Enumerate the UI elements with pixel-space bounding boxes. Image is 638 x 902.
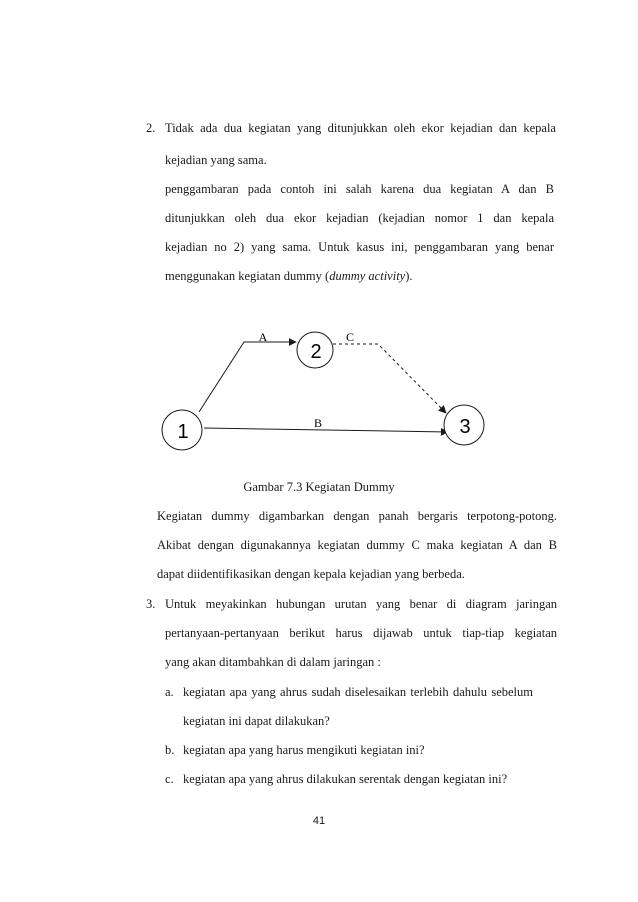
node-3-label: 3 bbox=[459, 416, 471, 438]
edge-a-arrow bbox=[199, 342, 296, 412]
page-number: 41 bbox=[312, 815, 326, 827]
item-2-line-6-italic: dummy activity bbox=[329, 269, 406, 283]
node-1-label: 1 bbox=[177, 421, 189, 443]
edge-c-dummy-arrow bbox=[333, 344, 446, 413]
explanation-line-3: dapat diidentifikasikan dengan kepala kejadian yang berbeda. bbox=[157, 567, 465, 581]
node-2-label: 2 bbox=[310, 341, 322, 363]
sub-item-c-line-1: kegiatan apa yang ahrus dilakukan serentak dengan kegiatan ini? bbox=[183, 772, 508, 786]
sub-item-a-line-2: kegiatan ini dapat dilakukan? bbox=[183, 714, 330, 728]
explanation-line-2: Akibat dengan digunakannya kegiatan dummy C maka kegiatan A dan B bbox=[157, 538, 557, 552]
item-3-number: 3. bbox=[146, 597, 156, 611]
sub-item-a-label: a. bbox=[165, 685, 174, 699]
item-2-line-5: kejadian no 2) yang sama. Untuk kasus ini, penggambaran yang benar bbox=[165, 240, 554, 254]
sub-item-c-label: c. bbox=[165, 772, 174, 786]
figure-caption: Gambar 7.3 Kegiatan Dummy bbox=[243, 480, 395, 494]
item-3-line-3: yang akan ditambahkan di dalam jaringan : bbox=[165, 655, 381, 669]
sub-item-b-label: b. bbox=[165, 743, 175, 757]
item-2-line-4: ditunjukkan oleh dua ekor kejadian (kejadian nomor 1 dan kepala bbox=[165, 211, 554, 225]
item-2-number: 2. bbox=[146, 121, 156, 135]
item-2-line-6-suffix: ). bbox=[405, 269, 413, 283]
sub-item-b-line-1: kegiatan apa yang harus mengikuti kegiatan ini? bbox=[183, 743, 425, 757]
item-3-line-1: Untuk meyakinkan hubungan urutan yang benar di diagram jaringan bbox=[165, 597, 557, 611]
edge-c-label: C bbox=[345, 330, 355, 344]
item-2-line-1: Tidak ada dua kegiatan yang ditunjukkan oleh ekor kejadian dan kepala bbox=[165, 121, 556, 135]
edge-b-label: B bbox=[313, 416, 323, 430]
explanation-line-1: Kegiatan dummy digambarkan dengan panah bergaris terpotong-potong. bbox=[157, 509, 557, 523]
item-2-line-3: penggambaran pada contoh ini salah karena dua kegiatan A dan B bbox=[165, 182, 554, 196]
edge-b-arrow bbox=[204, 428, 448, 432]
edge-a-label: A bbox=[258, 330, 268, 344]
sub-item-a-line-1: kegiatan apa yang ahrus sudah diselesaikan terlebih dahulu sebelum bbox=[183, 685, 533, 699]
item-2-line-2: kejadian yang sama. bbox=[165, 153, 267, 167]
item-3-line-2: pertanyaan-pertanyaan berikut harus dijawab untuk tiap-tiap kegiatan bbox=[165, 626, 557, 640]
item-2-line-6-prefix: menggunakan kegiatan dummy ( bbox=[165, 269, 330, 283]
